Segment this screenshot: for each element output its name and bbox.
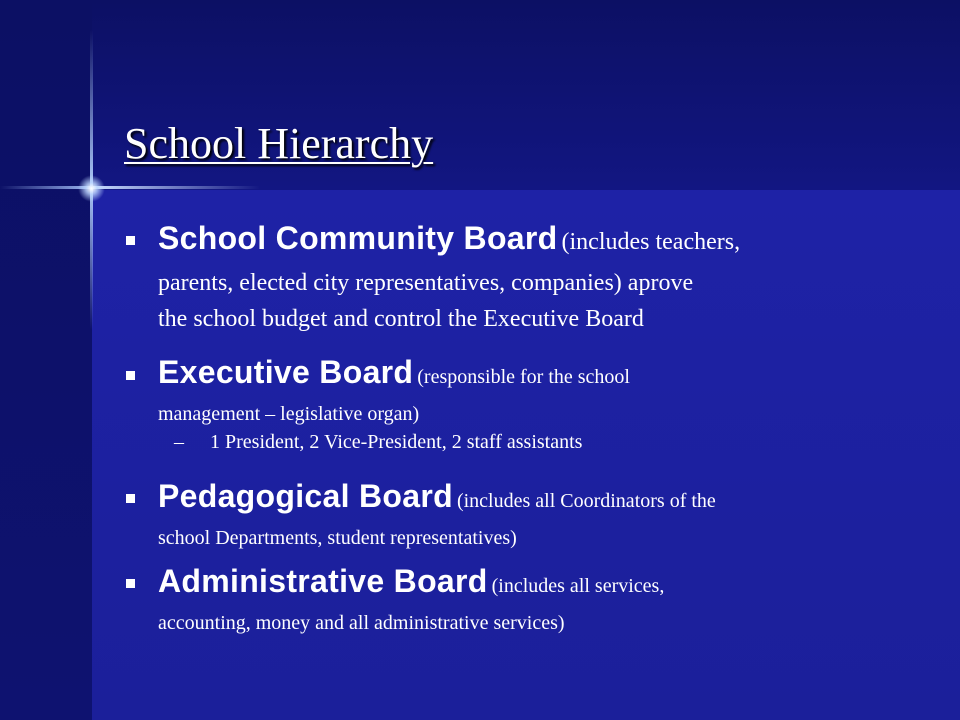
item-description-line: accounting, money and all administrative services)	[158, 612, 565, 634]
list-item-school-community-board	[158, 218, 898, 337]
item-description-line: parents, elected city representatives, companies) aprove	[158, 270, 694, 296]
item-description: (includes teachers,	[561, 229, 741, 255]
item-description: (includes all Coordinators of the	[456, 490, 716, 512]
list-item-pedagogical-board	[158, 476, 898, 553]
bullet-square-icon	[126, 579, 135, 588]
item-description: (responsible for the school	[417, 366, 630, 388]
list-item-executive-board	[158, 352, 898, 429]
list-item-administrative-board	[158, 561, 898, 638]
item-heading: Administrative Board	[158, 563, 488, 599]
item-description: (includes all services,	[491, 575, 665, 597]
bullet-square-icon	[126, 494, 135, 503]
item-description-line: management – legislative organ)	[158, 403, 420, 425]
bullet-square-icon	[126, 371, 135, 380]
item-description-line: school Departments, student representatives)	[158, 527, 517, 549]
item-heading: Pedagogical Board	[158, 478, 453, 514]
bullet-square-icon	[126, 236, 135, 245]
item-description-line: the school budget and control the Executive Board	[158, 306, 644, 332]
item-heading: Executive Board	[158, 354, 414, 390]
slide-title: School Hierarchy	[124, 119, 434, 168]
sub-list-item: 1 President, 2 Vice-President, 2 staff assistants	[210, 431, 583, 453]
sub-bullet-dash: –	[174, 431, 184, 453]
item-heading: School Community Board	[158, 220, 558, 256]
